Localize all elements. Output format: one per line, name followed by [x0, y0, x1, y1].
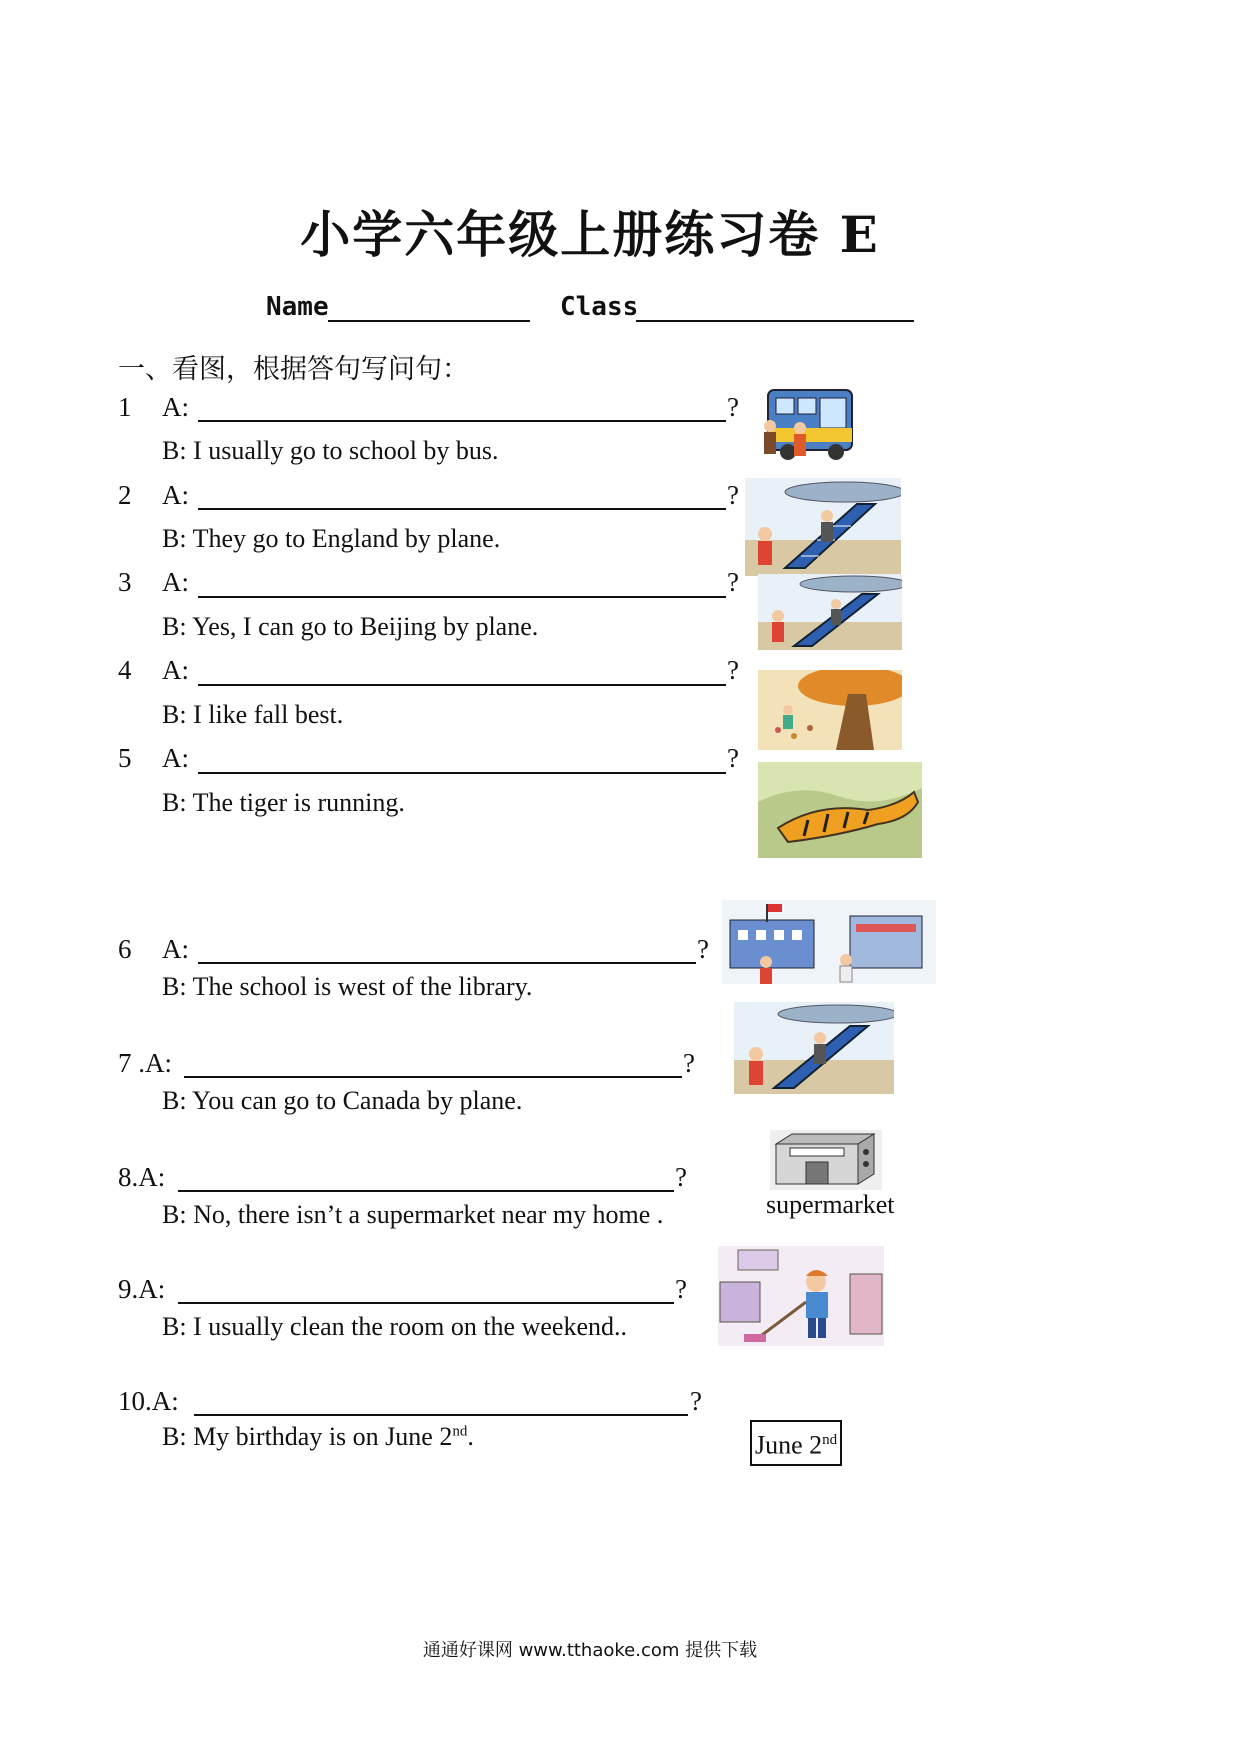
class-field[interactable] [636, 320, 914, 322]
answer-line-9[interactable] [178, 1302, 674, 1304]
question-mark: ? [683, 1048, 695, 1078]
question-number: 6 [118, 934, 132, 964]
footer: 通通好课网 www.tthaoke.com 提供下载 [422, 1640, 758, 1661]
question-number: 7 .A: [118, 1048, 172, 1078]
plane-stairs-picture [745, 478, 901, 576]
answer-b-text: B: My birthday is on June 2 [162, 1422, 453, 1451]
question-mark: ? [727, 392, 739, 422]
answer-line-2[interactable] [198, 508, 726, 510]
answer-line-6[interactable] [198, 962, 696, 964]
plane-stairs-picture [758, 574, 902, 650]
answer-line-8[interactable] [178, 1190, 674, 1192]
question-mark: ? [675, 1162, 687, 1192]
answer-b-7: B: You can go to Canada by plane. [162, 1086, 523, 1115]
question-a-label: A: [162, 655, 189, 685]
answer-b-6: B: The school is west of the library. [162, 972, 533, 1001]
question-number: 5 [118, 743, 132, 773]
date-box [750, 1420, 842, 1466]
answer-b-8: B: No, there isn’t a supermarket near my home . [162, 1200, 664, 1229]
answer-line-5[interactable] [198, 772, 726, 774]
class-label: Class [560, 292, 639, 322]
question-number: 2 [118, 480, 132, 510]
name-field[interactable] [328, 320, 530, 322]
cleaning-picture [718, 1246, 884, 1346]
question-mark: ? [675, 1274, 687, 1304]
answer-line-3[interactable] [198, 596, 726, 598]
date-superscript: nd [822, 1432, 838, 1448]
page-title: 小学六年级上册练习卷 E [300, 205, 880, 264]
question-a-label: A: [162, 743, 189, 773]
answer-line-7[interactable] [184, 1076, 682, 1078]
answer-line-1[interactable] [198, 420, 726, 422]
question-number: 9.A: [118, 1274, 166, 1304]
answer-b-9: B: I usually clean the room on the weekend.. [162, 1312, 627, 1341]
answer-b-10 [162, 1422, 474, 1452]
answer-b-1: B: I usually go to school by bus. [162, 436, 499, 465]
question-mark: ? [727, 480, 739, 510]
question-number: 10.A: [118, 1386, 179, 1416]
date-text: June 2 [755, 1430, 823, 1460]
question-a-label: A: [162, 392, 189, 422]
superscript: nd [452, 1423, 468, 1440]
question-number: 3 [118, 567, 132, 597]
question-a-label: A: [162, 934, 189, 964]
question-mark: ? [727, 743, 739, 773]
question-mark: ? [727, 567, 739, 597]
plane-stairs-picture [734, 1002, 894, 1094]
answer-b-5: B: The tiger is running. [162, 788, 405, 817]
supermarket-picture [770, 1130, 882, 1190]
question-mark: ? [690, 1386, 702, 1416]
question-number: 4 [118, 655, 132, 685]
answer-b-3: B: Yes, I can go to Beijing by plane. [162, 612, 539, 641]
question-mark: ? [727, 655, 739, 685]
bus-picture [756, 384, 854, 466]
answer-line-10[interactable] [194, 1414, 688, 1416]
question-a-label: A: [162, 567, 189, 597]
question-a-label: A: [162, 480, 189, 510]
question-number: 1 [118, 392, 132, 422]
section-title: 一、看图，根据答句写问句： [118, 354, 469, 385]
question-mark: ? [697, 934, 709, 964]
tiger-picture [758, 762, 922, 858]
answer-line-4[interactable] [198, 684, 726, 686]
answer-b-2: B: They go to England by plane. [162, 524, 501, 553]
supermarket-label: supermarket [766, 1190, 895, 1219]
school-library-picture [722, 900, 936, 984]
name-label: Name [266, 292, 329, 322]
question-number: 8.A: [118, 1162, 166, 1192]
fall-tree-picture [758, 670, 902, 750]
answer-b-end: . [467, 1422, 474, 1451]
answer-b-4: B: I like fall best. [162, 700, 344, 729]
